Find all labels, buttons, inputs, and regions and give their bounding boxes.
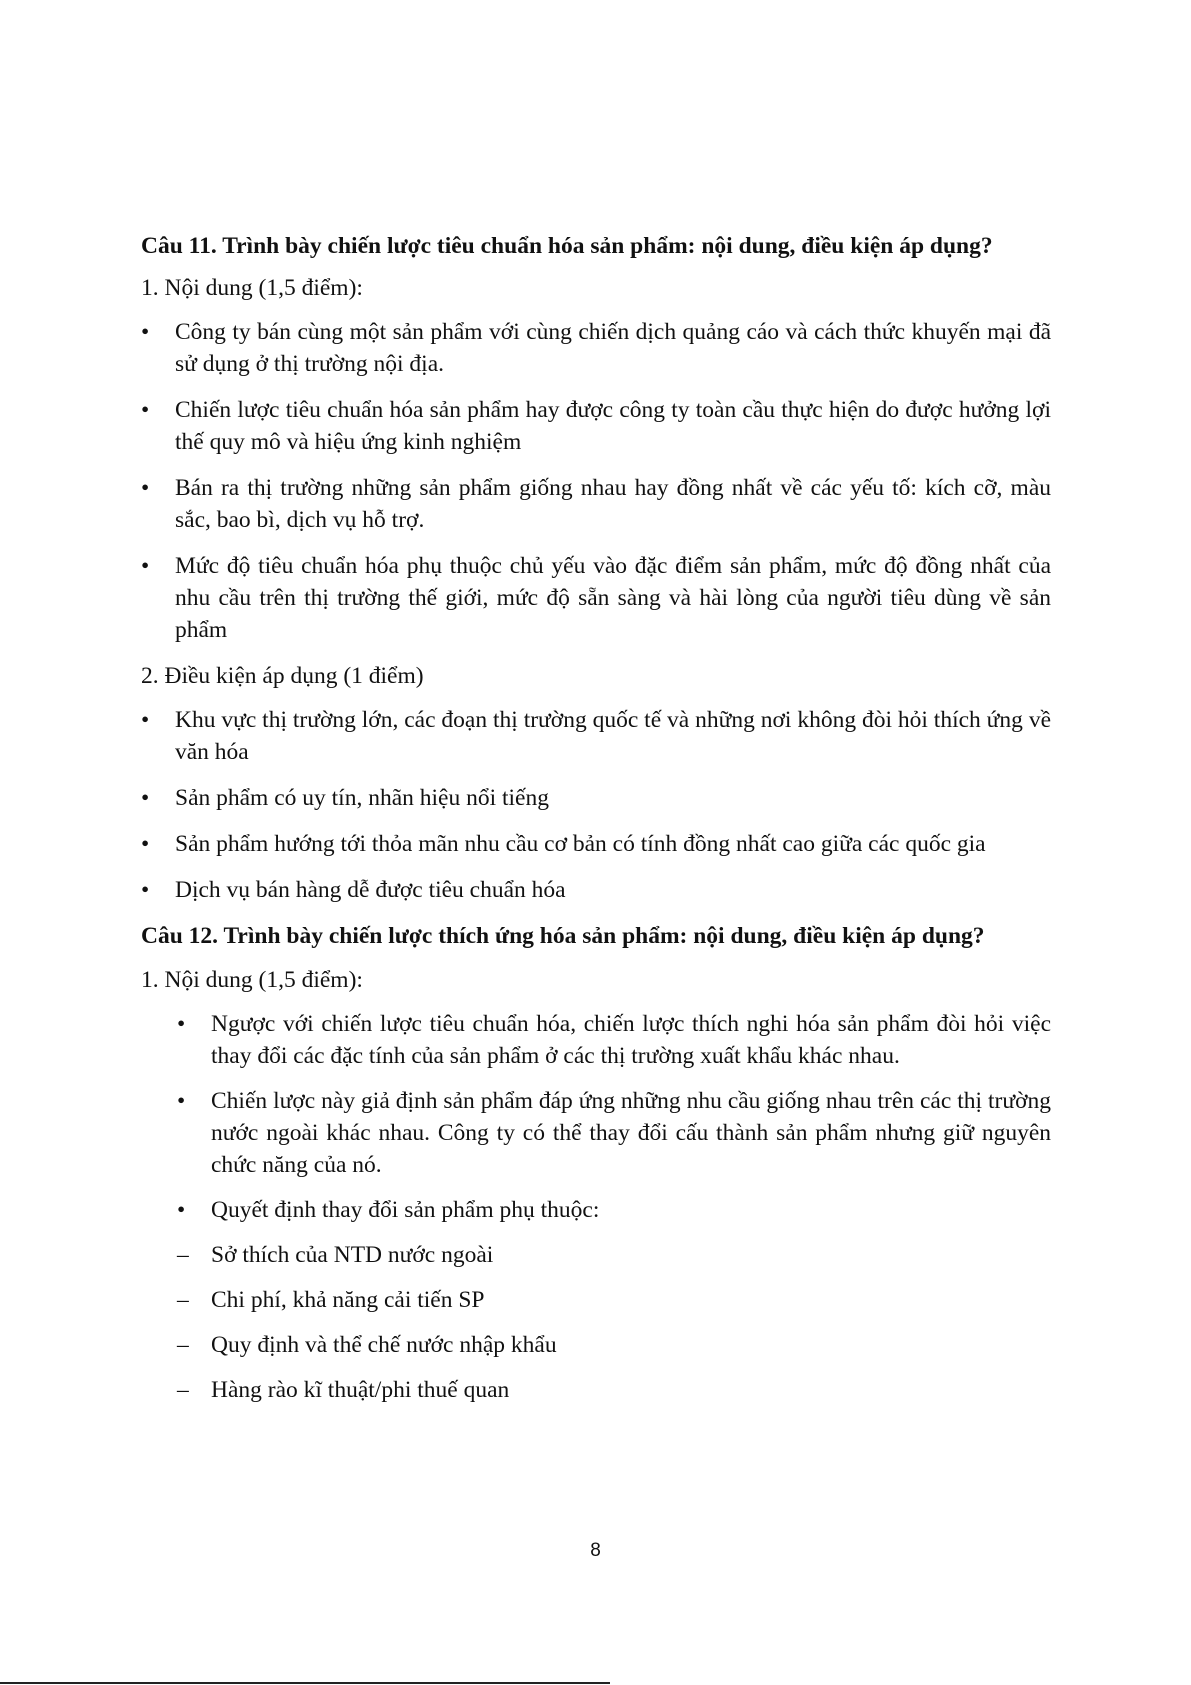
list-item-text: Ngược với chiến lược tiêu chuẩn hóa, chiến lược thích nghi hóa sản phẩm đòi hỏi việc thay đổi các đặc tính của sản phẩm ở các thị trường xuất khẩu khác nhau. xyxy=(211,1011,1051,1069)
list-item-text: Sản phẩm có uy tín, nhãn hiệu nổi tiếng xyxy=(175,785,549,811)
list-item xyxy=(141,874,1051,906)
bullet-marker: • xyxy=(177,1088,186,1114)
dash-marker: – xyxy=(177,1332,189,1358)
bullet-marker: • xyxy=(177,1197,186,1223)
bullet-marker: • xyxy=(177,1011,186,1037)
bullet-marker: • xyxy=(141,707,150,733)
page-number: 8 xyxy=(590,1540,601,1561)
list-item-text: Sở thích của NTD nước ngoài xyxy=(211,1242,494,1268)
dash-marker: – xyxy=(177,1287,189,1313)
list-item-text: Sản phẩm hướng tới thỏa mãn nhu cầu cơ bản có tính đồng nhất cao giữa các quốc gia xyxy=(175,831,986,857)
q12-content-list xyxy=(141,1008,1051,1226)
list-item-text: Chiến lược tiêu chuẩn hóa sản phẩm hay được công ty toàn cầu thực hiện do được hưởng lợi thế quy mô và hiệu ứng kinh nghiệm xyxy=(175,397,1051,455)
bullet-marker: • xyxy=(141,553,150,579)
list-item xyxy=(141,316,1051,380)
footer-divider xyxy=(0,1682,610,1684)
list-item xyxy=(141,472,1051,536)
list-item xyxy=(177,1008,1051,1072)
list-item xyxy=(177,1329,1051,1361)
bullet-marker: • xyxy=(141,785,150,811)
q11-section-2-label: 2. Điều kiện áp dụng (1 điểm) xyxy=(141,663,424,689)
list-item-text: Mức độ tiêu chuẩn hóa phụ thuộc chủ yếu vào đặc điểm sản phẩm, mức độ đồng nhất của nhu cầu trên thị trường thế giới, mức độ sẵn sàng và hài lòng của người tiêu dùng về sản phẩm xyxy=(175,553,1051,643)
list-item xyxy=(177,1085,1051,1181)
list-item-text: Bán ra thị trường những sản phẩm giống nhau hay đồng nhất về các yếu tố: kích cỡ, màu sắc, bao bì, dịch vụ hỗ trợ. xyxy=(175,475,1051,533)
page-content xyxy=(141,230,1051,1419)
q11-content-list xyxy=(141,316,1051,646)
list-item-text: Chi phí, khả năng cải tiến SP xyxy=(211,1287,485,1313)
list-item-text: Dịch vụ bán hàng dễ được tiêu chuẩn hóa xyxy=(175,877,566,903)
list-item xyxy=(177,1194,1051,1226)
q12-section-1-label: 1. Nội dung (1,5 điểm): xyxy=(141,967,363,993)
bullet-marker: • xyxy=(141,831,150,857)
list-item-text: Hàng rào kĩ thuật/phi thuế quan xyxy=(211,1377,510,1403)
bullet-marker: • xyxy=(141,877,150,903)
q12-factors-list xyxy=(141,1239,1051,1406)
bullet-marker: • xyxy=(141,475,150,501)
list-item xyxy=(141,550,1051,646)
list-item xyxy=(141,828,1051,860)
list-item xyxy=(177,1374,1051,1406)
q11-conditions-list xyxy=(141,704,1051,906)
dash-marker: – xyxy=(177,1377,189,1403)
bullet-marker: • xyxy=(141,319,150,345)
dash-marker: – xyxy=(177,1242,189,1268)
q11-section-1-label: 1. Nội dung (1,5 điểm): xyxy=(141,275,363,301)
list-item-text: Công ty bán cùng một sản phẩm với cùng chiến dịch quảng cáo và cách thức khuyến mại đã sử dụng ở thị trường nội địa. xyxy=(175,319,1051,377)
list-item xyxy=(177,1284,1051,1316)
list-item-text: Quyết định thay đổi sản phẩm phụ thuộc: xyxy=(211,1197,600,1223)
question-12-heading: Câu 12. Trình bày chiến lược thích ứng hóa sản phẩm: nội dung, điều kiện áp dụng? xyxy=(141,923,985,949)
list-item-text: Quy định và thể chế nước nhập khẩu xyxy=(211,1332,557,1358)
bullet-marker: • xyxy=(141,397,150,423)
list-item xyxy=(141,704,1051,768)
question-11-heading: Câu 11. Trình bày chiến lược tiêu chuẩn hóa sản phẩm: nội dung, điều kiện áp dụng? xyxy=(141,233,993,259)
list-item-text: Chiến lược này giả định sản phẩm đáp ứng những nhu cầu giống nhau trên các thị trường nước ngoài khác nhau. Công ty có thể thay đổi cấu thành sản phẩm nhưng giữ nguyên chức năng của nó. xyxy=(211,1088,1051,1178)
list-item xyxy=(141,394,1051,458)
list-item-text: Khu vực thị trường lớn, các đoạn thị trường quốc tế và những nơi không đòi hỏi thích ứng về văn hóa xyxy=(175,707,1051,765)
list-item xyxy=(177,1239,1051,1271)
list-item xyxy=(141,782,1051,814)
